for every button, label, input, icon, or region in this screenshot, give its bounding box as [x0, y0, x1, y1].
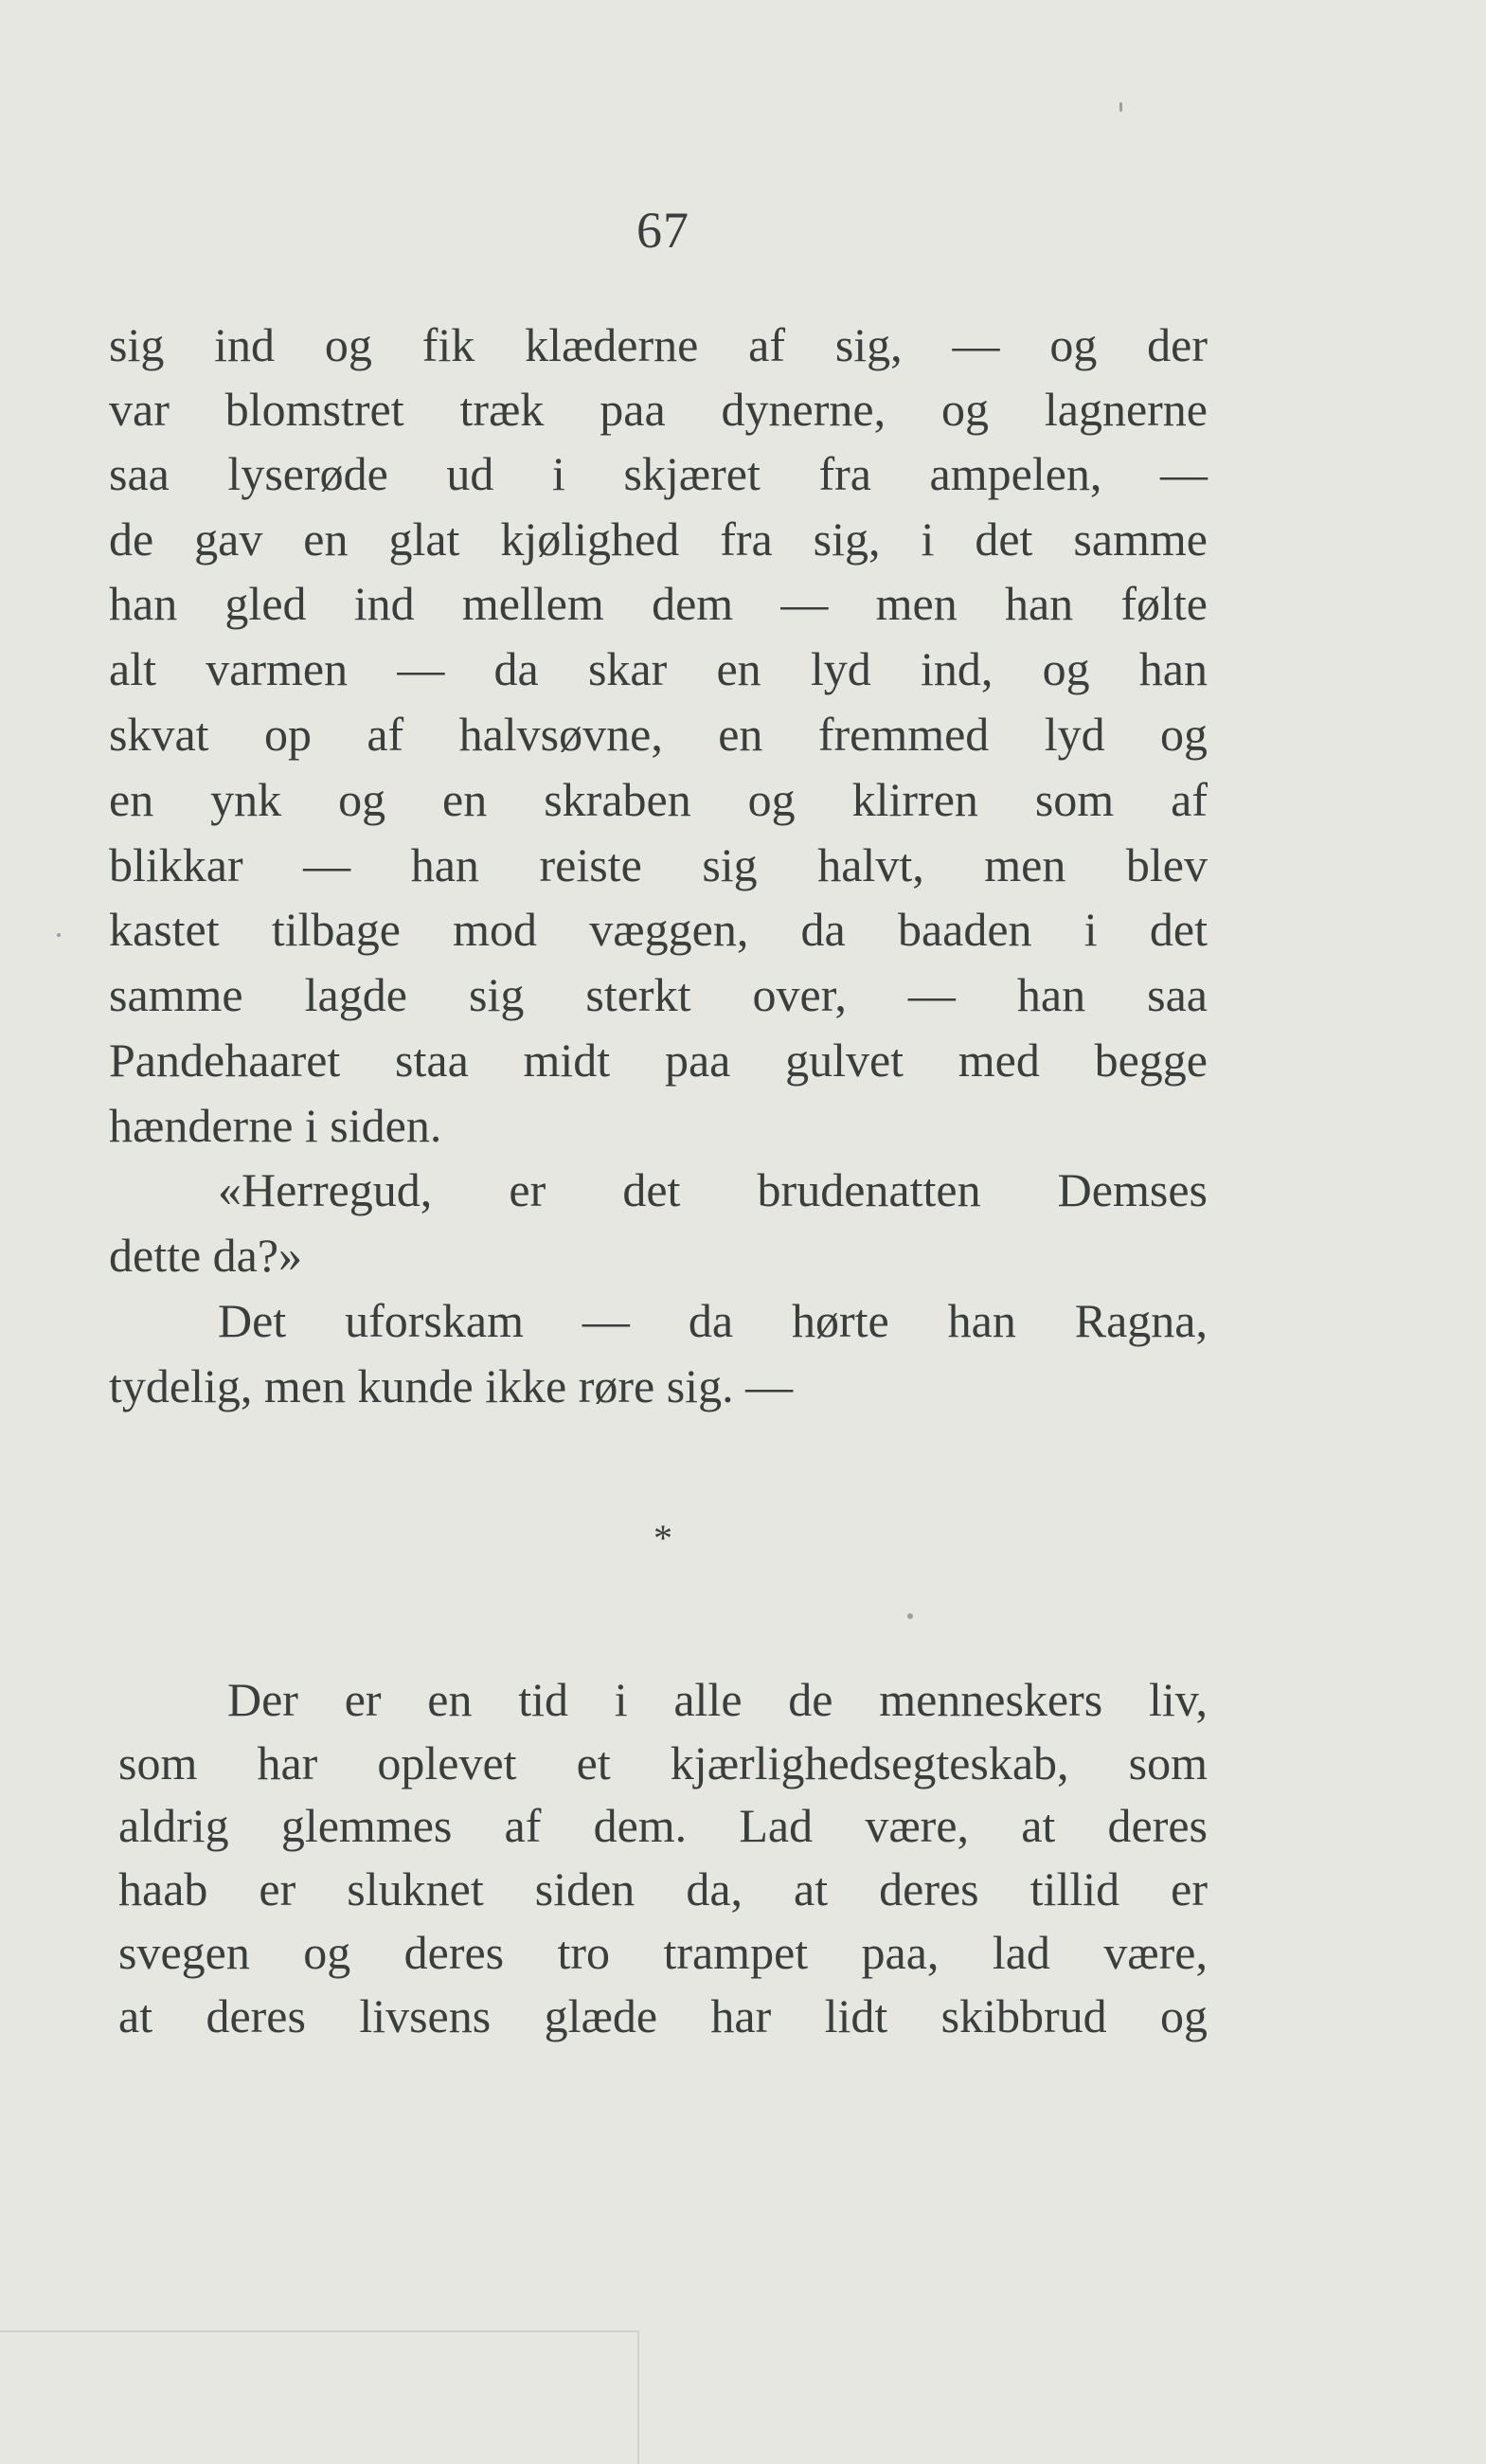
- text-line: haab er sluknet siden da, at deres tillid er: [118, 1862, 1208, 1915]
- paper-speck: [1119, 102, 1122, 112]
- text-line: var blomstret træk paa dynerne, og lagnerne: [109, 383, 1208, 436]
- text-line: saa lyserøde ud i skjæret fra ampelen, —: [109, 447, 1208, 500]
- text-line: han gled ind mellem dem — men han følte: [109, 577, 1208, 630]
- section-separator: *: [653, 1517, 672, 1559]
- text-line: Det uforskam — da hørte han Ragna,: [218, 1294, 1208, 1347]
- text-line: dette da?»: [109, 1229, 303, 1282]
- text-line: svegen og deres tro trampet paa, lad være,: [118, 1926, 1208, 1979]
- text-line: de gav en glat kjølighed fra sig, i det samme: [109, 513, 1208, 566]
- text-line: en ynk og en skraben og klirren som af: [109, 773, 1208, 826]
- text-line: som har oplevet et kjærlighedsegteskab, som: [118, 1736, 1208, 1790]
- text-line: aldrig glemmes af dem. Lad være, at deres: [118, 1799, 1208, 1852]
- text-line: alt varmen — da skar en lyd ind, og han: [109, 642, 1208, 695]
- text-line: Pandehaaret staa midt paa gulvet med begge: [109, 1034, 1208, 1087]
- text-line: kastet tilbage mod væggen, da baaden i det: [109, 903, 1208, 956]
- text-line: skvat op af halvsøvne, en fremmed lyd og: [109, 708, 1208, 761]
- text-line: hænderne i siden.: [109, 1099, 442, 1152]
- text-line: sig ind og fik klæderne af sig, — og der: [109, 318, 1208, 371]
- page-edge-line: [637, 2330, 639, 2464]
- paper-speck: [907, 1613, 913, 1619]
- page-number: 67: [636, 202, 689, 259]
- text-line: tydelig, men kunde ikke røre sig. —: [109, 1359, 794, 1412]
- text-line: Der er en tid i alle de menneskers liv,: [227, 1673, 1208, 1726]
- text-line: «Herregud, er det brudenatten Demses: [218, 1163, 1208, 1216]
- text-line: at deres livsens glæde har lidt skibbrud og: [118, 1989, 1208, 2042]
- text-line: samme lagde sig sterkt over, — han saa: [109, 968, 1208, 1021]
- paper-speck: [57, 933, 61, 937]
- page-edge-line: [0, 2330, 639, 2332]
- text-line: blikkar — han reiste sig halvt, men blev: [109, 838, 1208, 891]
